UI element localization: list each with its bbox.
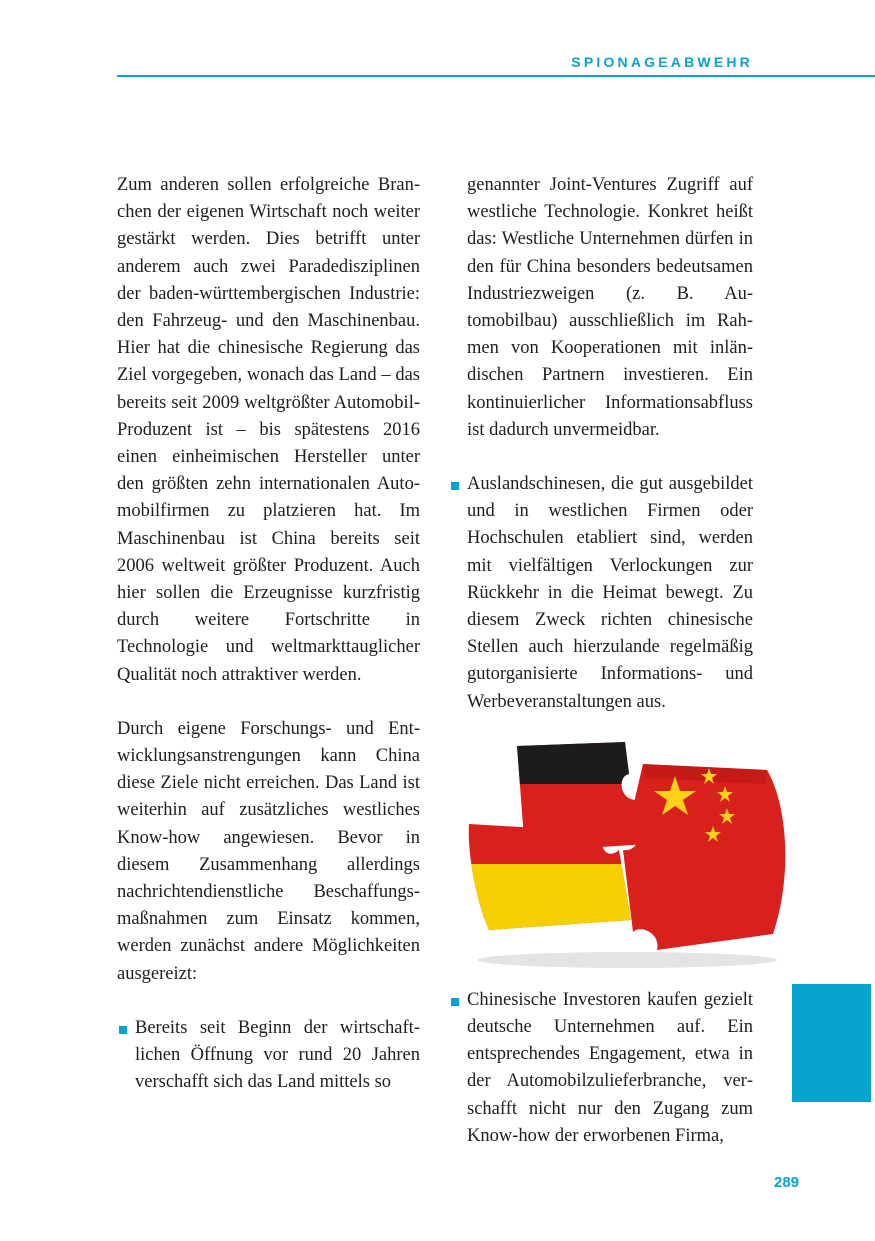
- german-black-stripe: [507, 738, 657, 784]
- german-chinese-flag-puzzle-icon: [447, 724, 802, 974]
- bullet-item: [449, 471, 753, 716]
- square-bullet-icon: [451, 998, 459, 1006]
- bullet-text: Bereits seit Beginn der wirtschaftlichen Öffnung vor rund 20 Jahren verschafft sich das Land mittels so: [135, 1017, 420, 1093]
- running-header: SPIONAGEABWEHR: [571, 54, 753, 70]
- bullet-item-continued: [449, 172, 753, 444]
- paragraph-spacer: [449, 974, 753, 987]
- header-rule: [117, 75, 875, 77]
- bullet-text: genannter Joint-Ventures Zugriff auf westliche Technologie. Konkret heißt das: Westliche Unternehmen dürfen in den für China besonders bedeutsamen Industriezweigen (z. B. Automobilbau) ausschließlich im Rahmen von Kooperationen mit inländischen Partnern investieren. Ein kontinuierlicher Informationsabfluss ist dadurch unvermeidbar.: [467, 175, 753, 440]
- body-paragraph: Durch eigene Forschungs- und Entwicklungsanstrengungen kann China diese Ziele nicht erreichen. Das Land ist weiterhin auf zusätzliches westliches Know-how angewiesen. Bevor in diesem Zusammenhang allerdings nachrichtendienstliche Beschaffungsmaßnahmen zum Einsatz kommen, werden zunächst andere Möglichkeiten ausgereizt:: [117, 718, 420, 984]
- paragraph-spacer: [117, 988, 420, 1015]
- square-bullet-icon: [119, 1026, 127, 1034]
- bullet-text: Chinesische Investoren kaufen gezielt deutsche Unternehmen auf. Ein entsprechendes Engagement, etwa in der Automobilzulieferbranche, verschafft nicht nur den Zugang zum Know-how der erworbenen Firma,: [467, 989, 753, 1146]
- bullet-item: [449, 987, 753, 1150]
- paragraph-spacer: [449, 444, 753, 471]
- puzzle-shadow: [477, 952, 777, 968]
- bullet-item: [117, 1015, 420, 1097]
- square-bullet-icon: [451, 482, 459, 490]
- body-paragraph: Zum anderen sollen erfolgreiche Branchen der eigenen Wirtschaft noch weiter gestärkt werden. Dies betrifft unter anderem auch zwei Paradedisziplinen der baden-württembergischen Industrie: den Fahrzeug- und den Maschinenbau. Hier hat die chinesische Regierung das Ziel vorgegeben, wonach das Land – das bereits seit 2009 weltgrößter Automobil-Produzent ist – bis spätestens 2016 einen einheimischen Hersteller unter den größten zehn internationalen Automobilfirmen zu platzieren hat. Im Maschinenbau ist China bereits seit 2006 weltweit größter Produzent. Auch hier sollen die Erzeugnisse kurzfristig durch weitere Fortschritte in Technologie und weltmarkttauglicher Qualität noch attraktiver werden.: [117, 175, 420, 685]
- german-gold-stripe: [457, 864, 647, 944]
- chapter-tab-marker: [792, 984, 871, 1102]
- left-column: [117, 172, 420, 1097]
- chinese-puzzle-piece: [623, 764, 785, 950]
- bullet-text: Auslandschinesen, die gut ausgebildet und in westlichen Firmen oder Hochschulen etabliert sind, werden mit vielfältigen Verlockungen zur Rückkehr in die Heimat bewegt. Zu diesem Zweck richten chinesische Stellen auch hierzulande regelmäßig gutorganisierte Informations- und Werbeveranstaltungen aus.: [467, 474, 753, 712]
- paragraph-spacer: [117, 689, 420, 716]
- right-column: [449, 172, 753, 1150]
- page-number: 289: [774, 1174, 800, 1191]
